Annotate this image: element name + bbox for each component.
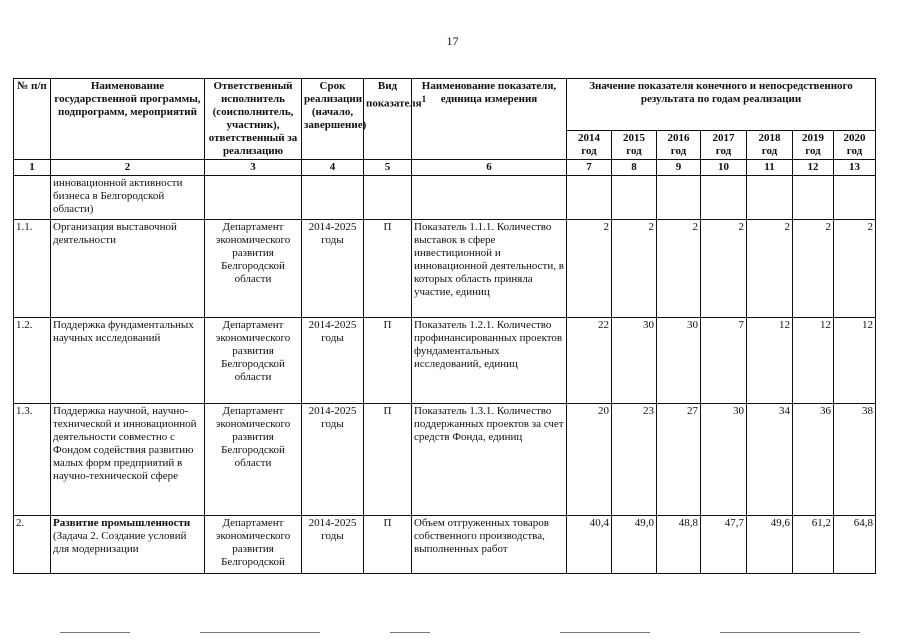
table-row (14, 318, 876, 404)
header-year-2017: 2017 год (701, 131, 747, 160)
row-name: Поддержка научной, научно-технической и инновационной деятельности совместно с Фондом содействия развитию малых форм предприятий в научно-технической сфере (51, 404, 205, 516)
row-value-2018: 34 (747, 404, 793, 516)
row-value-2020: 64,8 (834, 516, 876, 574)
row-value-2016 (657, 176, 701, 220)
column-number: 6 (412, 160, 567, 176)
header-year-2014: 2014 год (567, 131, 612, 160)
column-number: 9 (657, 160, 701, 176)
row-value-2018 (747, 176, 793, 220)
column-number: 3 (205, 160, 302, 176)
row-value-2015: 30 (612, 318, 657, 404)
header-year-2020: 2020 год (834, 131, 876, 160)
row-value-2018: 12 (747, 318, 793, 404)
row-value-2017: 7 (701, 318, 747, 404)
row-name: инновационной активности бизнеса в Белгородской области) (51, 176, 205, 220)
row-value-2014: 20 (567, 404, 612, 516)
row-value-2014: 2 (567, 220, 612, 318)
row-value-2017: 30 (701, 404, 747, 516)
row-value-2014: 40,4 (567, 516, 612, 574)
row-value-2018: 49,6 (747, 516, 793, 574)
footnote-mark: 1 (421, 94, 427, 104)
row-indicator (412, 176, 567, 220)
header-year-2018: 2018 год (747, 131, 793, 160)
column-number: 7 (567, 160, 612, 176)
row-value-2020 (834, 176, 876, 220)
row-indicator: Показатель 1.2.1. Количество профинансированных проектов фундаментальных исследований, единиц (412, 318, 567, 404)
row-num: 2. (14, 516, 51, 574)
row-value-2017 (701, 176, 747, 220)
row-value-2015: 23 (612, 404, 657, 516)
header-year-2016: 2016 год (657, 131, 701, 160)
row-kind: П (364, 318, 412, 404)
row-kind: П (364, 220, 412, 318)
table-row (14, 220, 876, 318)
row-kind: П (364, 516, 412, 574)
header-program-name: Наименование государственной программы, подпрограмм, мероприятий (51, 79, 205, 160)
row-executor: Департамент экономического развития Белгородской (205, 516, 302, 574)
column-number: 4 (302, 160, 364, 176)
table-row (14, 516, 876, 574)
row-kind: П (364, 404, 412, 516)
row-name (51, 516, 205, 574)
row-value-2016: 2 (657, 220, 701, 318)
column-number: 10 (701, 160, 747, 176)
row-value-2014: 22 (567, 318, 612, 404)
row-value-2020: 12 (834, 318, 876, 404)
row-term: 2014-2025 годы (302, 516, 364, 574)
column-number: 5 (364, 160, 412, 176)
scan-mark (60, 632, 130, 633)
row-name-rest: (Задача 2. Создание условий для модернизации (53, 530, 187, 555)
header-num: № п/п (14, 79, 51, 160)
row-kind (364, 176, 412, 220)
row-value-2020: 38 (834, 404, 876, 516)
row-value-2015: 49,0 (612, 516, 657, 574)
row-executor: Департамент экономического развития Белгородской области (205, 404, 302, 516)
row-value-2017: 47,7 (701, 516, 747, 574)
page-number: 17 (446, 34, 459, 48)
row-executor: Департамент экономического развития Белгородской области (205, 318, 302, 404)
row-value-2019 (793, 176, 834, 220)
row-value-2020: 2 (834, 220, 876, 318)
row-indicator: Показатель 1.3.1. Количество поддержанных проектов за счет средств Фонда, единиц (412, 404, 567, 516)
row-num (14, 176, 51, 220)
header-term: Срок реализации (начало, завершение) (302, 79, 364, 160)
row-value-2018: 2 (747, 220, 793, 318)
row-value-2016: 27 (657, 404, 701, 516)
row-term (302, 176, 364, 220)
row-value-2015 (612, 176, 657, 220)
table-row (14, 176, 876, 220)
header-indicator-name: Наименование показателя, единица измерения (412, 79, 567, 160)
header-values-group: Значение показателя конечного и непосредственного результата по годам реализации (567, 79, 876, 131)
indicators-table (13, 78, 876, 574)
header-executor: Ответственный исполнитель (соисполнитель, участник), ответственный за реализацию (205, 79, 302, 160)
column-number: 8 (612, 160, 657, 176)
row-indicator: Объем отгруженных товаров собственного производства, выполненных работ (412, 516, 567, 574)
header-indicator-kind-text: Вид показателя (366, 80, 422, 110)
row-name: Организация выставочной деятельности (51, 220, 205, 318)
row-num: 1.3. (14, 404, 51, 516)
row-value-2016: 30 (657, 318, 701, 404)
scan-mark (560, 632, 650, 633)
column-number: 12 (793, 160, 834, 176)
row-executor (205, 176, 302, 220)
row-value-2016: 48,8 (657, 516, 701, 574)
row-value-2019: 61,2 (793, 516, 834, 574)
row-name-bold: Развитие промышленности (53, 517, 191, 529)
column-number: 2 (51, 160, 205, 176)
scan-mark (200, 632, 320, 633)
row-term: 2014-2025 годы (302, 220, 364, 318)
row-term: 2014-2025 годы (302, 404, 364, 516)
row-value-2019: 36 (793, 404, 834, 516)
scan-mark (390, 632, 430, 633)
column-number: 11 (747, 160, 793, 176)
row-value-2017: 2 (701, 220, 747, 318)
header-year-2015: 2015 год (612, 131, 657, 160)
row-executor: Департамент экономического развития Белгородской области (205, 220, 302, 318)
row-num: 1.2. (14, 318, 51, 404)
row-name: Поддержка фундаментальных научных исследований (51, 318, 205, 404)
row-value-2019: 12 (793, 318, 834, 404)
column-number: 1 (14, 160, 51, 176)
header-indicator-kind (364, 79, 427, 160)
scan-mark (720, 632, 860, 633)
header-year-2019: 2019 год (793, 131, 834, 160)
row-value-2019: 2 (793, 220, 834, 318)
row-indicator: Показатель 1.1.1. Количество выставок в сфере инвестиционной и инновационной деятельности, в которых область приняла участие, единиц (412, 220, 567, 318)
row-value-2014 (567, 176, 612, 220)
row-num: 1.1. (14, 220, 51, 318)
column-number: 13 (834, 160, 876, 176)
row-term: 2014-2025 годы (302, 318, 364, 404)
table-row (14, 404, 876, 516)
column-numbers-row (14, 160, 876, 176)
row-value-2015: 2 (612, 220, 657, 318)
